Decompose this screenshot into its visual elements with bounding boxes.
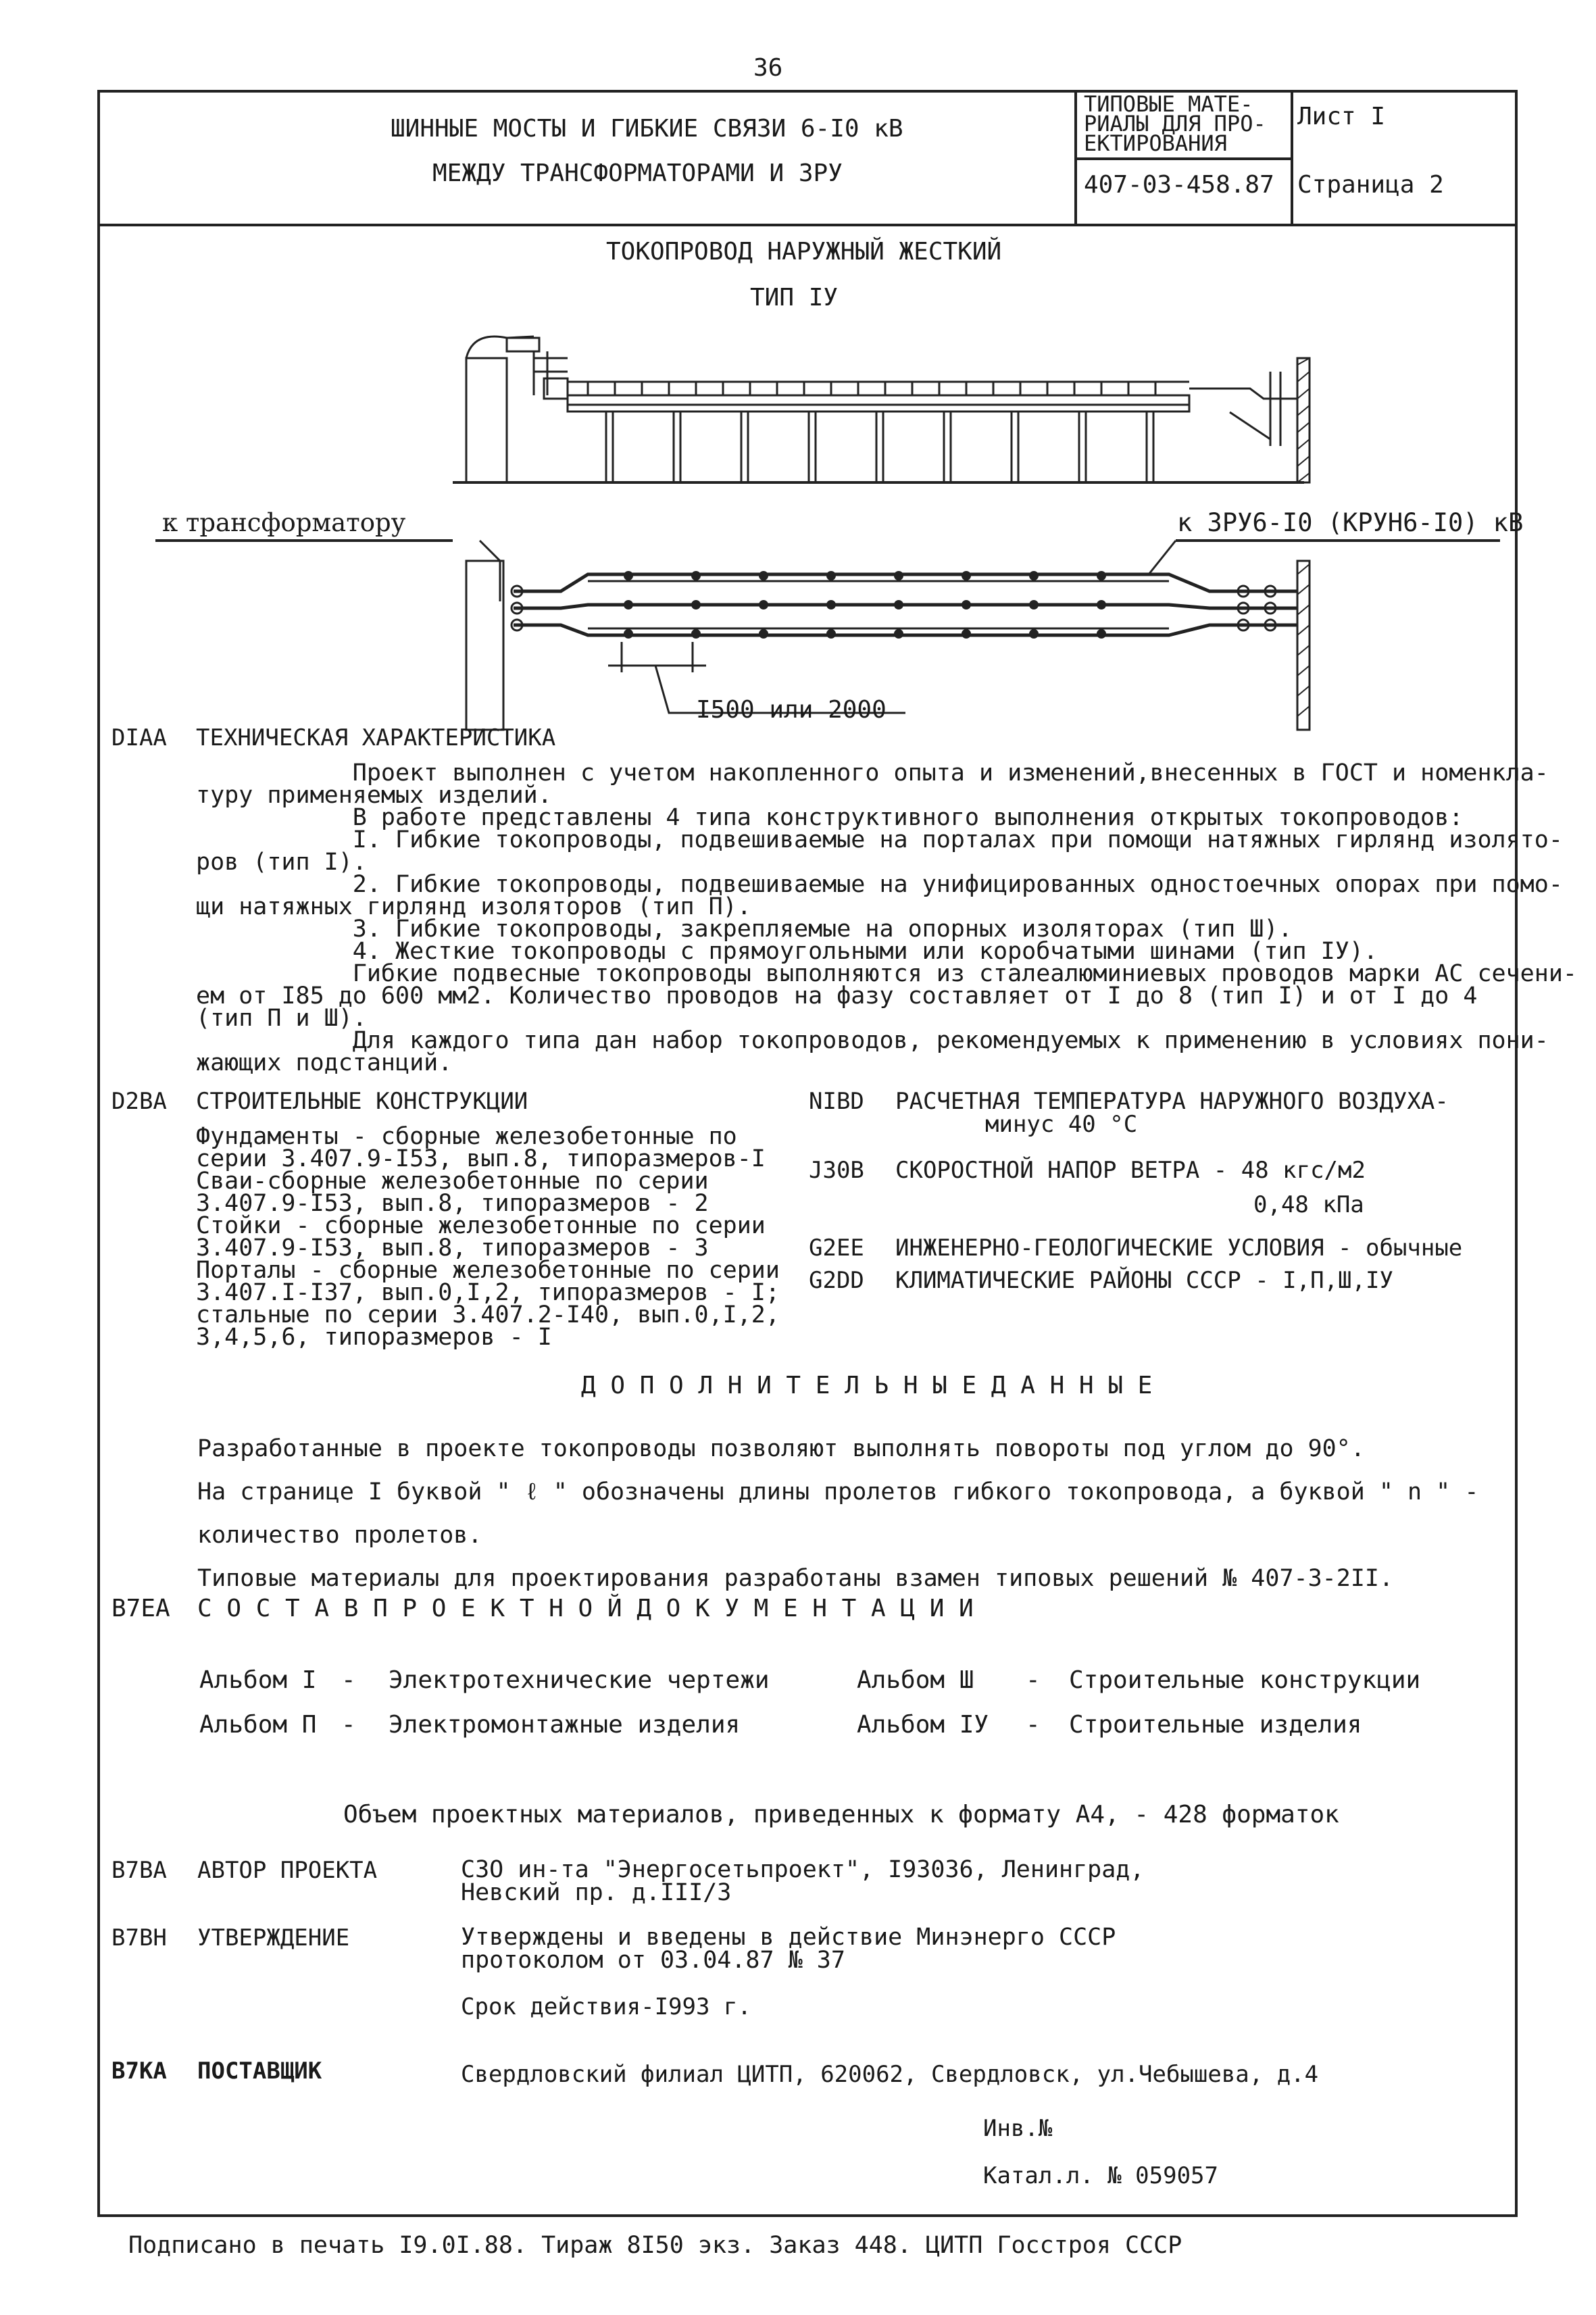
inventory-number: Инв.№ [983,2115,1053,2142]
condition-climate: КЛИМАТИЧЕСКИЕ РАЙОНЫ СССР - I,П,Ш,IУ [895,1267,1393,1294]
album-2-title: Электромонтажные изделия [389,1711,741,1739]
constructions-heading: СТРОИТЕЛЬНЫЕ КОНСТРУКЦИИ [196,1088,528,1115]
additional-text: Разработанные в проекте токопроводы позволяют выполнять повороты под углом до 90°. На странице I буквой " ℓ " обозначены длины пролетов гибкого токопровода, а буквой " n " - количество пролетов. Типовые материалы для проектирования разработаны взамен типовых решений № 407-3-2II. [197,1435,1479,1592]
approval-code: B7BH [111,1924,167,1951]
album-1-title: Электротехнические чертежи [389,1666,770,1694]
supplier-text: Свердловский филиал ЦИТП, 620062, Свердловск, ул.Чебышева, д.4 [461,2061,1319,2088]
approval-text: Утверждены и введены в действие Минэнерго СССР протоколом от 03.04.87 № 37 [461,1924,1116,1974]
album-2-dash: - [341,1711,356,1739]
header-series-label: ТИПОВЫЕ МАТЕ- РИАЛЫ ДЛЯ ПРО- ЕКТИРОВАНИЯ [1084,91,1266,156]
composition-code: B7EA [111,1595,170,1622]
constructions-text: Фундаменты - сборные железобетонные по серии 3.407.9-I53, вып.8, типоразмеров-I Сваи-сборные железобетонные по серии 3.407.9-I53, вып.8, типоразмеров - 2 Стойки - сборные железобетонные по серии 3.407.9-I53, вып.8, типоразмеров - 3 Порталы - сборные железобетонные по серии 3.407.I-I37, вып.0,I,2, типоразмеров - I; стальные по серии 3.407.2-I40, вып.0,I,2, 3,4,5,6, типоразмеров - I [196,1123,780,1351]
album-3-dash: - [1026,1666,1041,1694]
album-3-title: Строительные конструкции [1069,1666,1421,1694]
album-4-dash: - [1026,1711,1041,1739]
header-bottom-rule [97,224,1518,226]
constructions-code: D2BA [111,1088,167,1115]
tech-text: Проект выполнен с учетом накопленного опыта и изменений,внесенных в ГОСТ и номенкла- туру применяемых изделий. В работе представлены 4 типа конструктивного выполнения открытых токопроводов: I. Гибкие токопроводы, подвешиваемые на порталах при помощи натяжных гирлянд изолято- ров (тип I). 2. Гибкие токопроводы, подвешиваемые на унифицированных одностоечных опорах при помо- щи натяжных гирлянд изоляторов (тип П). 3. Гибкие токопроводы, закрепляемые на опорных изоляторах (тип Ш). 4. Жесткие токопроводы с прямоугольными или коробчатыми шинами (тип IУ). Гибкие подвесные токопроводы выполняются из сталеалюминиевых проводов марки АС сечени- ем от I85 до 600 мм2. Количество проводов на фазу составляет от I до 8 (тип I) и от I до 4 (тип П и Ш). Для каждого типа дан набор токопроводов, рекомендуемых к применению в условиях пони- жающих подстанций. [196,760,1577,1076]
drawing-label-transformer: к трансформатору [162,508,406,537]
drawing-title: ТОКОПРОВОД НАРУЖНЫЙ ЖЕСТКИЙ [606,238,1002,266]
album-2-name: Альбом П [199,1711,317,1739]
drawing-label-zru: к ЗРУ6-I0 (КРУН6-I0) кВ [1177,508,1524,537]
header-title-line1: ШИННЫЕ МОСТЫ И ГИБКИЕ СВЯЗИ 6-I0 кВ [391,115,903,143]
tech-code: DIAA [111,724,167,751]
album-3-name: Альбом Ш [857,1666,974,1694]
approval-validity: Срок действия-I993 г. [461,1993,751,2020]
supplier-code: B7KA [111,2058,167,2085]
drawing-dimension: I500 или 2000 [696,696,887,724]
header-series-number: 407-03-458.87 [1084,171,1274,199]
drawing-subtitle: ТИП IУ [750,284,839,312]
header-sheet: Лист I [1297,103,1386,130]
tech-heading: ТЕХНИЧЕСКАЯ ХАРАКТЕРИСТИКА [196,724,556,751]
condition-wind-value: 0,48 кПа [1253,1191,1364,1218]
author-text: СЗО ин-та "Энергосетьпроект", I93036, Ленинград, Невский пр. д.III/3 [461,1856,1145,1906]
condition-code-geo: G2EE [809,1235,864,1262]
header-divider-2 [1291,90,1293,225]
condition-geo: ИНЖЕНЕРНО-ГЕОЛОГИЧЕСКИЕ УСЛОВИЯ - обычные [895,1235,1463,1262]
header-series-rule [1074,157,1291,160]
author-code: B7BA [111,1857,167,1884]
condition-code-wind: J30B [809,1157,864,1184]
header-title-line2: МЕЖДУ ТРАНСФОРМАТОРАМИ И ЗРУ [432,159,843,187]
album-1-dash: - [341,1666,356,1694]
condition-code-temp: NIBD [809,1088,864,1115]
page-number: 36 [753,54,783,82]
album-4-title: Строительные изделия [1069,1711,1362,1739]
condition-code-climate: G2DD [809,1267,864,1294]
additional-heading: Д О П О Л Н И Т Е Л Ь Н Ы Е Д А Н Н Ы Е [581,1372,1153,1399]
composition-heading: С О С Т А В П Р О Е К Т Н О Й Д О К У М Е Н Т А Ц И И [197,1595,974,1622]
supplier-label: ПОСТАВЩИК [197,2058,322,2085]
condition-wind: СКОРОСТНОЙ НАПОР ВЕТРА - 48 кгс/м2 [895,1157,1366,1184]
album-4-name: Альбом IУ [857,1711,989,1739]
approval-label: УТВЕРЖДЕНИЕ [197,1924,350,1951]
album-1-name: Альбом I [199,1666,317,1694]
composition-volume: Объем проектных материалов, приведенных к формату А4, - 428 форматок [343,1801,1339,1828]
author-label: АВТОР ПРОЕКТА [197,1857,378,1884]
header-page: Страница 2 [1297,171,1444,199]
footer-imprint: Подписано в печать I9.0I.88. Тираж 8I50 экз. Заказ 448. ЦИТП Госстроя СССР [128,2232,1182,2259]
condition-temp: РАСЧЕТНАЯ ТЕМПЕРАТУРА НАРУЖНОГО ВОЗДУХА- [895,1088,1449,1115]
catalog-number: Катал.л. № 059057 [983,2162,1218,2189]
condition-temp-value: минус 40 °С [985,1111,1138,1138]
